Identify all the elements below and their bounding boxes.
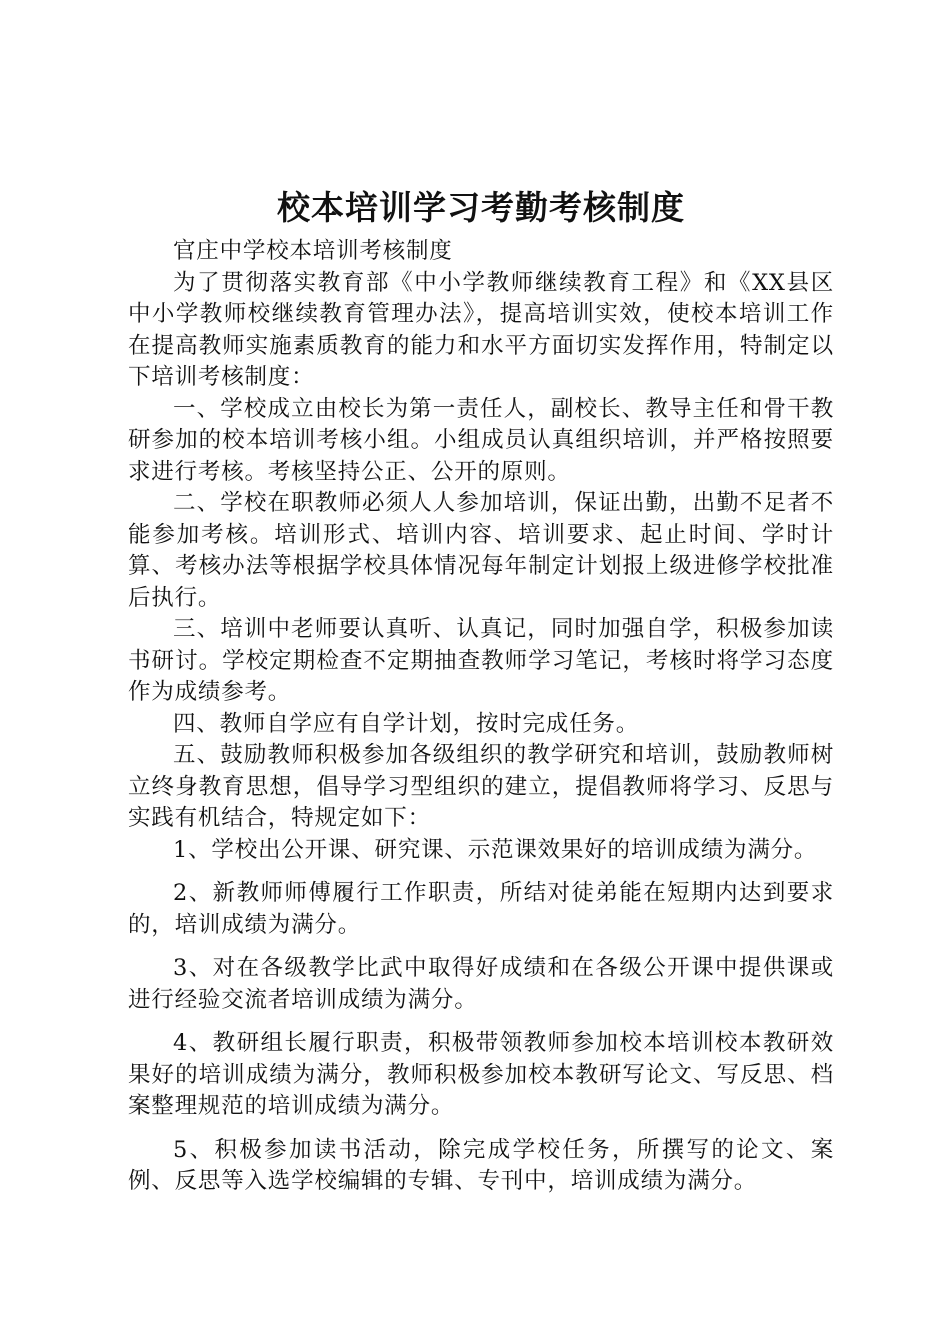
- sub-item-1: 1、学校出公开课、研究课、示范课效果好的培训成绩为满分。: [173, 836, 818, 863]
- document-page: [128, 186, 834, 1198]
- clause-3: 三、培训中老师要认真听、认真记，同时加强自学，积极参加读书研讨。学校定期检查不定期抽查教师学习笔记，考核时将学习态度作为成绩参考。: [128, 616, 834, 705]
- clause-1: 一、学校成立由校长为第一责任人，副校长、教导主任和骨干教研参加的校本培训考核小组。小组成员认真组织培训，并严格按照要求进行考核。考核坚持公正、公开的原则。: [128, 395, 834, 485]
- sub-item-4: 4、教研组长履行职责，积极带领教师参加校本培训校本教研效果好的培训成绩为满分，教师积极参加校本教研写论文、写反思、档案整理规范的培训成绩为满分。: [128, 1030, 834, 1119]
- clause-2: 二、学校在职教师必须人人参加培训，保证出勤，出勤不足者不能参加考核。培训形式、培训内容、培训要求、起止时间、学时计算、考核办法等根据学校具体情况每年制定计划报上级进修学校批准后执行。: [128, 490, 834, 611]
- sub-item-3: 3、对在各级教学比武中取得好成绩和在各级公开课中提供课或进行经验交流者培训成绩为满分。: [128, 955, 834, 1013]
- intro-paragraph: 为了贯彻落实教育部《中小学教师继续教育工程》和《XX县区中小学教师校继续教育管理办法》，提高培训实效，使校本培训工作在提高教师实施素质教育的能力和水平方面切实发挥作用，特制定以下培训考核制度：: [128, 269, 834, 390]
- sub-item-5: 5、积极参加读书活动，除完成学校任务，所撰写的论文、案例、反思等入选学校编辑的专辑、专刊中，培训成绩为满分。: [128, 1136, 834, 1194]
- clause-4: 四、教师自学应有自学计划，按时完成任务。: [173, 710, 640, 737]
- document-title: 校本培训学习考勤考核制度: [277, 188, 685, 227]
- clause-5: 五、鼓励教师积极参加各级组织的教学研究和培训，鼓励教师树立终身教育思想，倡导学习型组织的建立，提倡教师将学习、反思与实践有机结合，特规定如下：: [128, 742, 834, 831]
- sub-item-2: 2、新教师师傅履行工作职责，所结对徒弟能在短期内达到要求的，培训成绩为满分。: [128, 880, 834, 938]
- school-subtitle: 官庄中学校本培训考核制度: [173, 238, 453, 264]
